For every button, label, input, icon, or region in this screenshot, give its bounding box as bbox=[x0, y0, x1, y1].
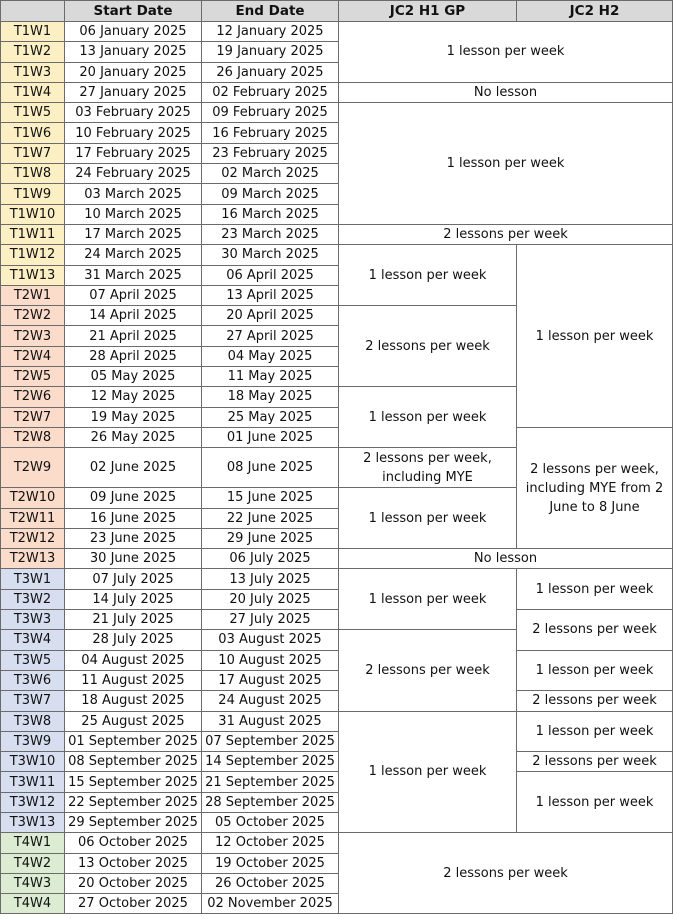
table-row bbox=[1, 711, 673, 731]
start-date-cell: 24 February 2025 bbox=[65, 164, 202, 184]
table-row bbox=[1, 22, 673, 42]
end-date-cell: 28 September 2025 bbox=[202, 792, 339, 812]
end-date-cell: 13 July 2025 bbox=[202, 569, 339, 589]
end-date-cell: 09 February 2025 bbox=[202, 103, 339, 123]
start-date-cell: 13 January 2025 bbox=[65, 42, 202, 62]
end-date-cell: 15 June 2025 bbox=[202, 488, 339, 508]
week-cell: T2W3 bbox=[1, 326, 65, 346]
start-date-cell: 07 April 2025 bbox=[65, 285, 202, 305]
end-date-cell: 09 March 2025 bbox=[202, 184, 339, 204]
end-date-cell: 19 January 2025 bbox=[202, 42, 339, 62]
gp-lesson-cell: 1 lesson per week bbox=[339, 488, 517, 549]
end-date-cell: 16 March 2025 bbox=[202, 204, 339, 224]
gp-lesson-cell: 1 lesson per week bbox=[339, 569, 517, 630]
week-cell: T4W3 bbox=[1, 873, 65, 893]
end-date-cell: 27 April 2025 bbox=[202, 326, 339, 346]
week-cell: T1W11 bbox=[1, 224, 65, 244]
start-date-cell: 06 October 2025 bbox=[65, 833, 202, 853]
table-row bbox=[1, 691, 673, 711]
start-date-cell: 10 March 2025 bbox=[65, 204, 202, 224]
header-jc2-h2: JC2 H2 bbox=[517, 1, 673, 22]
week-cell: T4W1 bbox=[1, 833, 65, 853]
start-date-cell: 15 September 2025 bbox=[65, 772, 202, 792]
table-row bbox=[1, 245, 673, 265]
end-date-cell: 17 August 2025 bbox=[202, 670, 339, 690]
h2-lesson-cell: 1 lesson per week bbox=[517, 569, 673, 610]
week-cell: T1W2 bbox=[1, 42, 65, 62]
start-date-cell: 05 May 2025 bbox=[65, 367, 202, 387]
week-cell: T3W2 bbox=[1, 589, 65, 609]
end-date-cell: 10 August 2025 bbox=[202, 650, 339, 670]
combined-lesson-cell: 2 lessons per week bbox=[339, 833, 673, 914]
gp-lesson-cell: 2 lessons per week bbox=[339, 306, 517, 387]
week-cell: T2W10 bbox=[1, 488, 65, 508]
end-date-cell: 21 September 2025 bbox=[202, 772, 339, 792]
start-date-cell: 18 August 2025 bbox=[65, 691, 202, 711]
table-row bbox=[1, 224, 673, 244]
end-date-cell: 16 February 2025 bbox=[202, 123, 339, 143]
end-date-cell: 26 January 2025 bbox=[202, 62, 339, 82]
end-date-cell: 26 October 2025 bbox=[202, 873, 339, 893]
week-cell: T2W13 bbox=[1, 549, 65, 569]
start-date-cell: 12 May 2025 bbox=[65, 387, 202, 407]
end-date-cell: 24 August 2025 bbox=[202, 691, 339, 711]
week-cell: T3W12 bbox=[1, 792, 65, 812]
start-date-cell: 07 July 2025 bbox=[65, 569, 202, 589]
week-cell: T1W13 bbox=[1, 265, 65, 285]
week-cell: T1W7 bbox=[1, 143, 65, 163]
week-cell: T3W4 bbox=[1, 630, 65, 650]
start-date-cell: 17 March 2025 bbox=[65, 224, 202, 244]
start-date-cell: 11 August 2025 bbox=[65, 670, 202, 690]
header-jc2-h1-gp: JC2 H1 GP bbox=[339, 1, 517, 22]
week-cell: T1W9 bbox=[1, 184, 65, 204]
start-date-cell: 28 July 2025 bbox=[65, 630, 202, 650]
h2-lesson-cell: 1 lesson per week bbox=[517, 711, 673, 752]
end-date-cell: 05 October 2025 bbox=[202, 812, 339, 832]
end-date-cell: 20 April 2025 bbox=[202, 306, 339, 326]
combined-lesson-cell: No lesson bbox=[339, 549, 673, 569]
end-date-cell: 07 September 2025 bbox=[202, 731, 339, 751]
gp-lesson-cell: 1 lesson per week bbox=[339, 387, 517, 448]
start-date-cell: 03 February 2025 bbox=[65, 103, 202, 123]
start-date-cell: 20 January 2025 bbox=[65, 62, 202, 82]
gp-lesson-cell: 2 lessons per week bbox=[339, 630, 517, 711]
h2-lesson-cell: 2 lessons per week bbox=[517, 752, 673, 772]
start-date-cell: 28 April 2025 bbox=[65, 346, 202, 366]
week-cell: T1W6 bbox=[1, 123, 65, 143]
week-cell: T1W3 bbox=[1, 62, 65, 82]
start-date-cell: 14 July 2025 bbox=[65, 589, 202, 609]
start-date-cell: 29 September 2025 bbox=[65, 812, 202, 832]
week-cell: T1W4 bbox=[1, 82, 65, 102]
week-cell: T1W5 bbox=[1, 103, 65, 123]
start-date-cell: 21 April 2025 bbox=[65, 326, 202, 346]
combined-lesson-cell: No lesson bbox=[339, 82, 673, 102]
end-date-cell: 23 February 2025 bbox=[202, 143, 339, 163]
end-date-cell: 02 March 2025 bbox=[202, 164, 339, 184]
combined-lesson-cell: 1 lesson per week bbox=[339, 22, 673, 83]
h2-lesson-cell: 1 lesson per week bbox=[517, 772, 673, 833]
start-date-cell: 14 April 2025 bbox=[65, 306, 202, 326]
week-cell: T4W2 bbox=[1, 853, 65, 873]
start-date-cell: 17 February 2025 bbox=[65, 143, 202, 163]
week-cell: T2W12 bbox=[1, 528, 65, 548]
header-end-date: End Date bbox=[202, 1, 339, 22]
h2-lesson-cell: 1 lesson per week bbox=[517, 245, 673, 428]
end-date-cell: 13 April 2025 bbox=[202, 285, 339, 305]
start-date-cell: 19 May 2025 bbox=[65, 407, 202, 427]
start-date-cell: 04 August 2025 bbox=[65, 650, 202, 670]
table-row bbox=[1, 650, 673, 670]
header-week bbox=[1, 1, 65, 22]
end-date-cell: 14 September 2025 bbox=[202, 752, 339, 772]
start-date-cell: 16 June 2025 bbox=[65, 508, 202, 528]
header-start-date: Start Date bbox=[65, 1, 202, 22]
start-date-cell: 13 October 2025 bbox=[65, 853, 202, 873]
end-date-cell: 08 June 2025 bbox=[202, 448, 339, 488]
end-date-cell: 02 February 2025 bbox=[202, 82, 339, 102]
week-cell: T3W9 bbox=[1, 731, 65, 751]
end-date-cell: 20 July 2025 bbox=[202, 589, 339, 609]
table-row bbox=[1, 833, 673, 853]
schedule-body bbox=[1, 22, 673, 914]
start-date-cell: 23 June 2025 bbox=[65, 528, 202, 548]
week-cell: T2W8 bbox=[1, 427, 65, 447]
end-date-cell: 30 March 2025 bbox=[202, 245, 339, 265]
start-date-cell: 02 June 2025 bbox=[65, 448, 202, 488]
start-date-cell: 24 March 2025 bbox=[65, 245, 202, 265]
week-cell: T2W11 bbox=[1, 508, 65, 528]
header-row bbox=[1, 1, 673, 22]
start-date-cell: 10 February 2025 bbox=[65, 123, 202, 143]
start-date-cell: 27 October 2025 bbox=[65, 894, 202, 914]
table-row bbox=[1, 610, 673, 630]
table-row bbox=[1, 549, 673, 569]
table-row bbox=[1, 427, 673, 447]
table-row bbox=[1, 752, 673, 772]
week-cell: T2W4 bbox=[1, 346, 65, 366]
start-date-cell: 01 September 2025 bbox=[65, 731, 202, 751]
end-date-cell: 27 July 2025 bbox=[202, 610, 339, 630]
week-cell: T3W8 bbox=[1, 711, 65, 731]
week-cell: T2W5 bbox=[1, 367, 65, 387]
week-cell: T3W13 bbox=[1, 812, 65, 832]
week-cell: T2W9 bbox=[1, 448, 65, 488]
end-date-cell: 18 May 2025 bbox=[202, 387, 339, 407]
week-cell: T3W3 bbox=[1, 610, 65, 630]
end-date-cell: 22 June 2025 bbox=[202, 508, 339, 528]
end-date-cell: 06 April 2025 bbox=[202, 265, 339, 285]
start-date-cell: 06 January 2025 bbox=[65, 22, 202, 42]
week-cell: T1W12 bbox=[1, 245, 65, 265]
end-date-cell: 06 July 2025 bbox=[202, 549, 339, 569]
end-date-cell: 01 June 2025 bbox=[202, 427, 339, 447]
week-cell: T1W8 bbox=[1, 164, 65, 184]
end-date-cell: 29 June 2025 bbox=[202, 528, 339, 548]
week-cell: T2W2 bbox=[1, 306, 65, 326]
start-date-cell: 30 June 2025 bbox=[65, 549, 202, 569]
start-date-cell: 22 September 2025 bbox=[65, 792, 202, 812]
start-date-cell: 21 July 2025 bbox=[65, 610, 202, 630]
table-row bbox=[1, 772, 673, 792]
combined-lesson-cell: 1 lesson per week bbox=[339, 103, 673, 225]
week-cell: T3W7 bbox=[1, 691, 65, 711]
end-date-cell: 12 October 2025 bbox=[202, 833, 339, 853]
week-cell: T1W10 bbox=[1, 204, 65, 224]
end-date-cell: 02 November 2025 bbox=[202, 894, 339, 914]
week-cell: T1W1 bbox=[1, 22, 65, 42]
gp-lesson-cell: 1 lesson per week bbox=[339, 245, 517, 306]
week-cell: T2W7 bbox=[1, 407, 65, 427]
end-date-cell: 31 August 2025 bbox=[202, 711, 339, 731]
week-cell: T2W6 bbox=[1, 387, 65, 407]
week-cell: T3W10 bbox=[1, 752, 65, 772]
week-cell: T3W1 bbox=[1, 569, 65, 589]
combined-lesson-cell: 2 lessons per week bbox=[339, 224, 673, 244]
end-date-cell: 04 May 2025 bbox=[202, 346, 339, 366]
start-date-cell: 08 September 2025 bbox=[65, 752, 202, 772]
week-cell: T3W5 bbox=[1, 650, 65, 670]
week-cell: T3W11 bbox=[1, 772, 65, 792]
start-date-cell: 31 March 2025 bbox=[65, 265, 202, 285]
start-date-cell: 25 August 2025 bbox=[65, 711, 202, 731]
start-date-cell: 26 May 2025 bbox=[65, 427, 202, 447]
h2-lesson-cell: 2 lessons per week bbox=[517, 610, 673, 651]
start-date-cell: 20 October 2025 bbox=[65, 873, 202, 893]
week-cell: T4W4 bbox=[1, 894, 65, 914]
week-cell: T2W1 bbox=[1, 285, 65, 305]
end-date-cell: 03 August 2025 bbox=[202, 630, 339, 650]
gp-lesson-cell: 1 lesson per week bbox=[339, 711, 517, 833]
gp-lesson-cell: 2 lessons per week, including MYE bbox=[339, 448, 517, 488]
start-date-cell: 09 June 2025 bbox=[65, 488, 202, 508]
end-date-cell: 11 May 2025 bbox=[202, 367, 339, 387]
end-date-cell: 25 May 2025 bbox=[202, 407, 339, 427]
table-row bbox=[1, 103, 673, 123]
week-cell: T3W6 bbox=[1, 670, 65, 690]
start-date-cell: 03 March 2025 bbox=[65, 184, 202, 204]
end-date-cell: 19 October 2025 bbox=[202, 853, 339, 873]
end-date-cell: 12 January 2025 bbox=[202, 22, 339, 42]
h2-lesson-cell: 1 lesson per week bbox=[517, 650, 673, 691]
end-date-cell: 23 March 2025 bbox=[202, 224, 339, 244]
table-row bbox=[1, 569, 673, 589]
start-date-cell: 27 January 2025 bbox=[65, 82, 202, 102]
table-row bbox=[1, 82, 673, 102]
h2-lesson-cell: 2 lessons per week, including MYE from 2 June to 8 June bbox=[517, 427, 673, 548]
h2-lesson-cell: 2 lessons per week bbox=[517, 691, 673, 711]
